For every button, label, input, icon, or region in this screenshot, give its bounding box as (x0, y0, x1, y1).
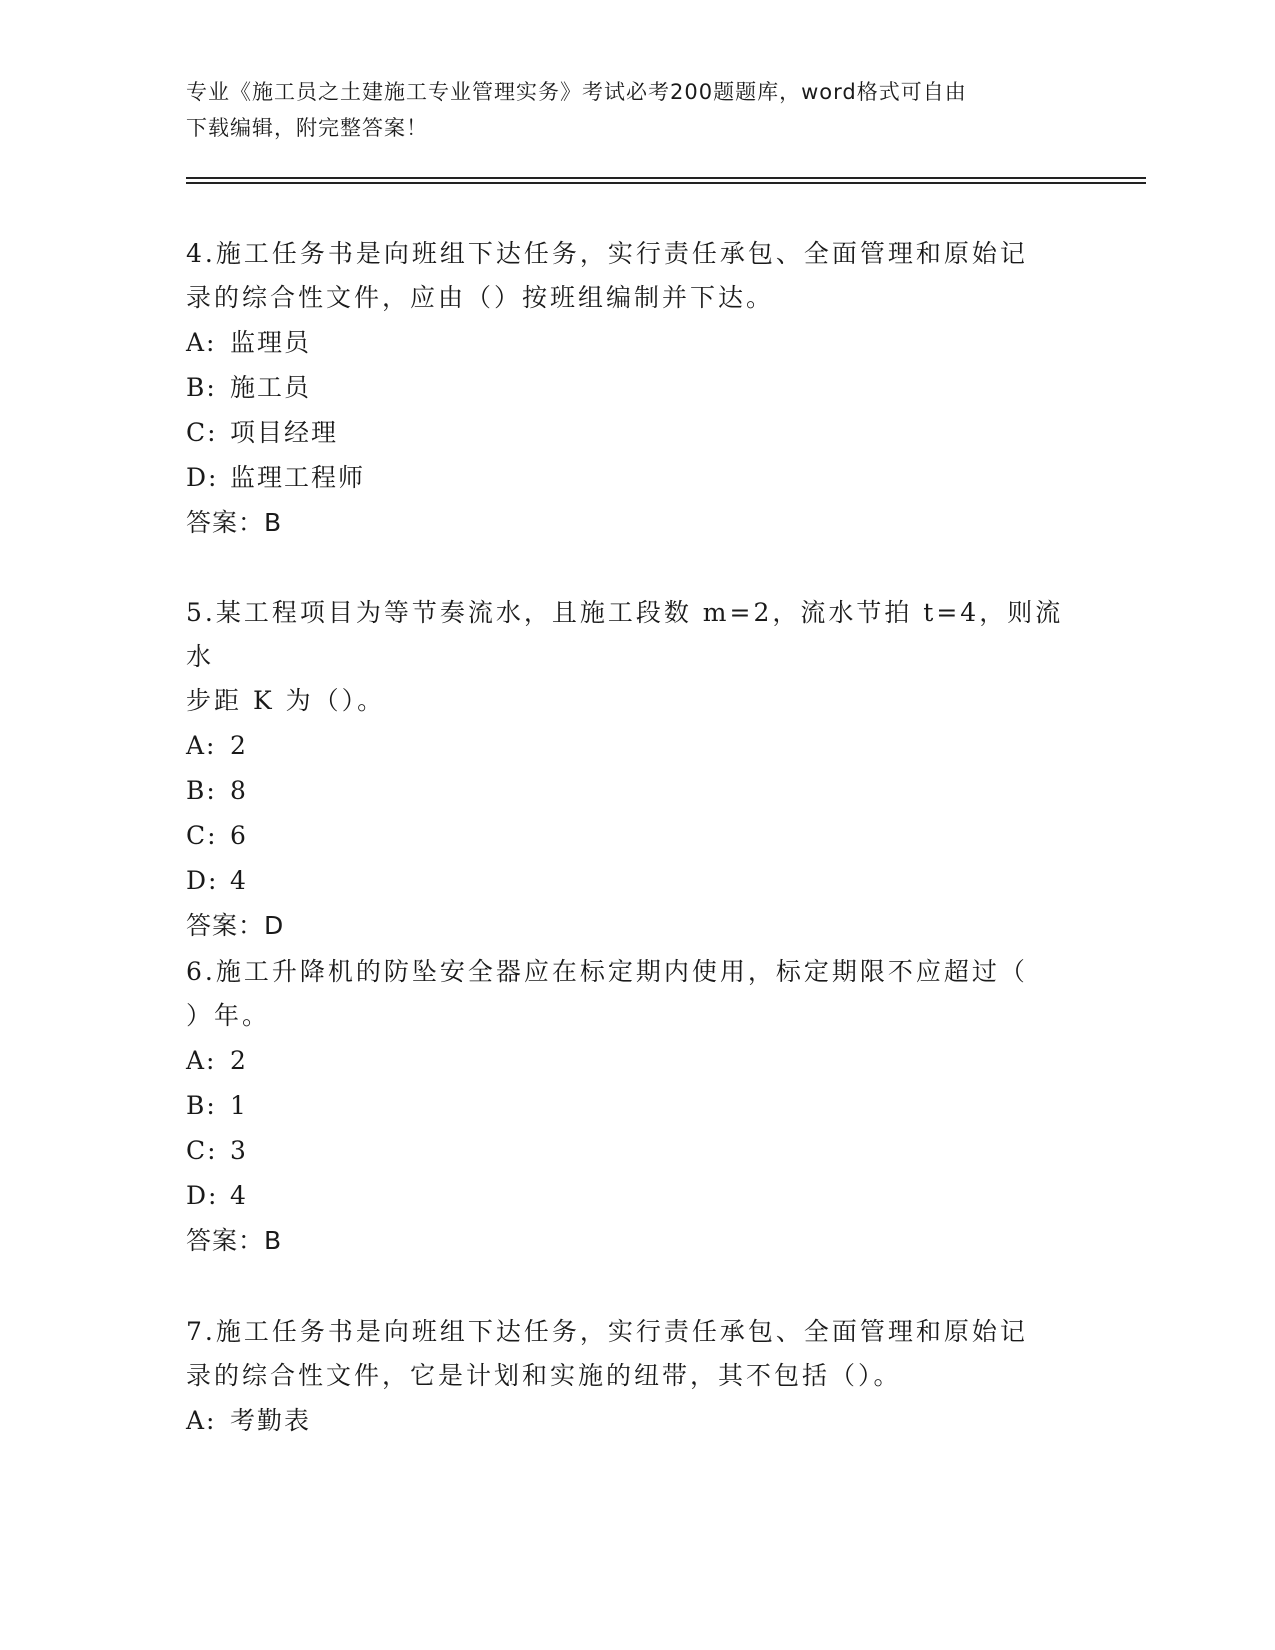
option-key: B: (186, 1091, 217, 1120)
question-4 (186, 232, 1066, 546)
option-text: 2 (230, 1046, 248, 1075)
option-key: A: (186, 731, 217, 760)
question-stem-line: 7.施工任务书是向班组下达任务，实行责任承包、全面管理和原始记 (186, 1317, 1028, 1346)
option-key: D: (186, 866, 219, 895)
question-6 (186, 950, 1066, 1264)
option-text: 4 (230, 1181, 248, 1210)
header-divider-bottom (186, 182, 1146, 184)
option-key: C: (186, 1136, 218, 1165)
option-a (186, 723, 1066, 768)
document-header (186, 74, 1066, 146)
option-text: 监理工程师 (230, 463, 366, 492)
question-stem-line: 5.某工程项目为等节奏流水，且施工段数 m=2，流水节拍 t=4，则流水 (186, 598, 1064, 671)
option-text: 6 (230, 821, 248, 850)
option-text: 3 (230, 1136, 248, 1165)
option-text: 施工员 (230, 373, 312, 402)
option-key: B: (186, 776, 217, 805)
option-c (186, 410, 1066, 455)
question-stem-line: 6.施工升降机的防坠安全器应在标定期内使用，标定期限不应超过（ (186, 957, 1028, 986)
option-b (186, 365, 1066, 410)
option-text: 4 (230, 866, 248, 895)
option-text: 考勤表 (230, 1406, 312, 1435)
option-c (186, 1128, 1066, 1173)
option-text: 2 (230, 731, 248, 760)
option-b (186, 1083, 1066, 1128)
option-key: C: (186, 821, 218, 850)
question-stem-line: 4.施工任务书是向班组下达任务，实行责任承包、全面管理和原始记 (186, 239, 1028, 268)
option-text: 8 (230, 776, 248, 805)
answer-line: 答案：B (186, 508, 283, 537)
option-key: A: (186, 1406, 217, 1435)
option-key: A: (186, 328, 217, 357)
option-d (186, 858, 1066, 903)
header-divider-top (186, 177, 1146, 179)
option-b (186, 768, 1066, 813)
question-stem-line: 录的综合性文件，应由（）按班组编制并下达。 (186, 283, 775, 312)
option-a (186, 320, 1066, 365)
option-key: D: (186, 463, 219, 492)
option-key: A: (186, 1046, 217, 1075)
header-line-2: 下载编辑，附完整答案！ (186, 116, 428, 140)
option-a (186, 1398, 1066, 1443)
question-stem-line: 录的综合性文件，它是计划和实施的纽带，其不包括（）。 (186, 1361, 902, 1390)
question-stem-line: 步距 K 为（）。 (186, 686, 386, 715)
option-key: C: (186, 418, 218, 447)
option-key: B: (186, 373, 217, 402)
question-7 (186, 1310, 1066, 1443)
option-a (186, 1038, 1066, 1083)
option-c (186, 813, 1066, 858)
answer-line: 答案：D (186, 911, 285, 940)
option-text: 监理员 (230, 328, 312, 357)
option-text: 1 (230, 1091, 248, 1120)
answer-line: 答案：B (186, 1226, 283, 1255)
option-text: 项目经理 (230, 418, 339, 447)
option-key: D: (186, 1181, 219, 1210)
option-d (186, 455, 1066, 500)
header-line-1: 专业《施工员之土建施工专业管理实务》考试必考200题题库，word格式可自由 (186, 80, 967, 104)
question-stem-line: ）年。 (186, 1001, 271, 1030)
option-d (186, 1173, 1066, 1218)
question-5 (186, 591, 1066, 949)
